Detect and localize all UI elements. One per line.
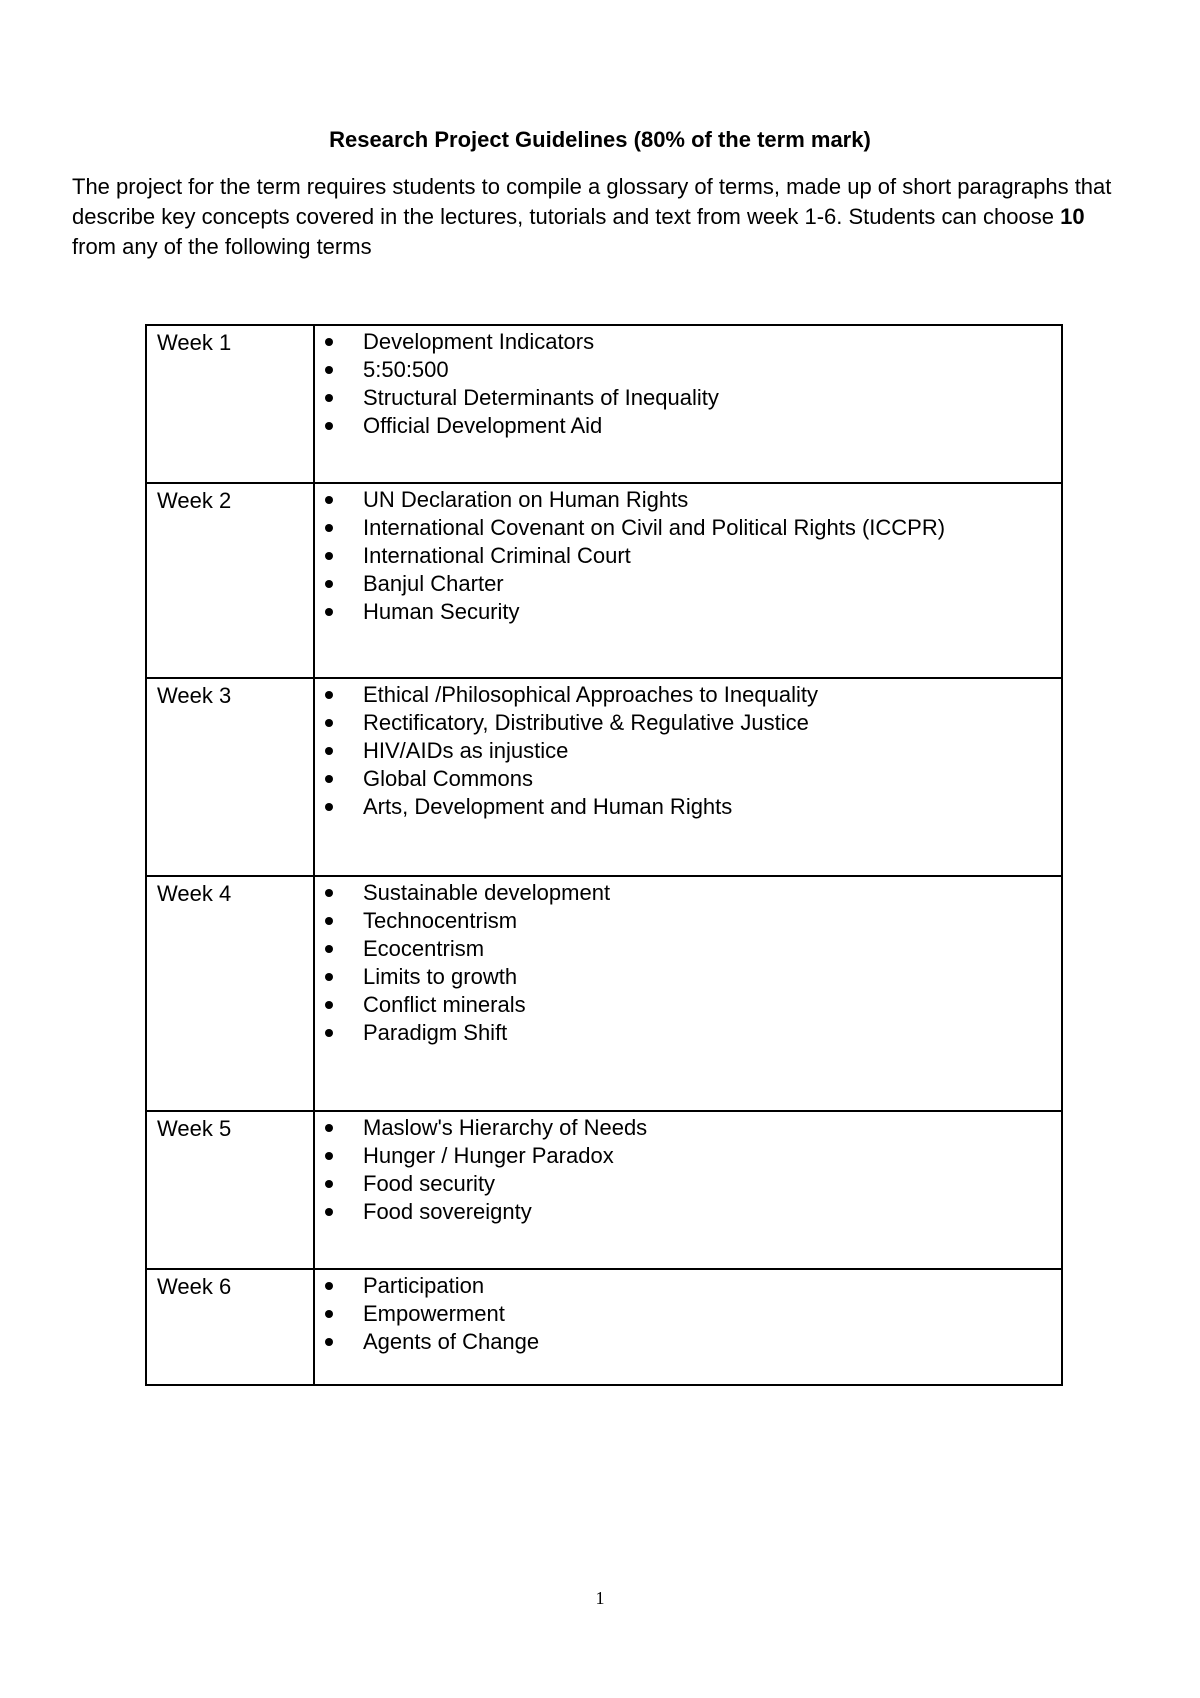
- bullet-icon: [325, 366, 333, 374]
- list-item: Arts, Development and Human Rights: [323, 793, 1061, 821]
- table-row-week-1: [146, 325, 1062, 483]
- table-row-week-3: [146, 678, 1062, 876]
- intro-text-end: from any of the following terms: [72, 234, 372, 259]
- bullet-icon: [325, 747, 333, 755]
- terms-cell: [314, 876, 1062, 1111]
- intro-count: 10: [1060, 204, 1085, 229]
- list-item: Hunger / Hunger Paradox: [323, 1142, 1061, 1170]
- bullet-icon: [325, 803, 333, 811]
- term-list: [315, 681, 1061, 821]
- bullet-icon: [325, 608, 333, 616]
- list-item: Food security: [323, 1170, 1061, 1198]
- list-item: Paradigm Shift: [323, 1019, 1061, 1047]
- terms-cell: [314, 678, 1062, 876]
- bullet-icon: [325, 917, 333, 925]
- week-label: Week 2: [146, 483, 314, 678]
- bullet-icon: [325, 1029, 333, 1037]
- list-item: HIV/AIDs as injustice: [323, 737, 1061, 765]
- bullet-icon: [325, 496, 333, 504]
- bullet-icon: [325, 394, 333, 402]
- list-item: Technocentrism: [323, 907, 1061, 935]
- list-item: Structural Determinants of Inequality: [323, 384, 1061, 412]
- intro-text-start: The project for the term requires students to compile a glossary of terms, made up of short paragraphs that describe key concepts covered in the lectures, tutorials and text from week 1-6. Students can choose: [72, 174, 1112, 229]
- week-label: Week 5: [146, 1111, 314, 1269]
- bullet-icon: [325, 1152, 333, 1160]
- list-item: Agents of Change: [323, 1328, 1061, 1356]
- bullet-icon: [325, 1124, 333, 1132]
- list-item: Food sovereignty: [323, 1198, 1061, 1226]
- list-item: Rectificatory, Distributive & Regulative Justice: [323, 709, 1061, 737]
- intro-paragraph: [72, 172, 1132, 262]
- bullet-icon: [325, 524, 333, 532]
- terms-cell: [314, 1269, 1062, 1385]
- bullet-icon: [325, 945, 333, 953]
- list-item: International Criminal Court: [323, 542, 1061, 570]
- terms-cell: [314, 1111, 1062, 1269]
- list-item: Global Commons: [323, 765, 1061, 793]
- bullet-icon: [325, 1208, 333, 1216]
- term-list: [315, 879, 1061, 1047]
- terms-cell: [314, 325, 1062, 483]
- list-item: Empowerment: [323, 1300, 1061, 1328]
- list-item: Ecocentrism: [323, 935, 1061, 963]
- page-title: Research Project Guidelines (80% of the term mark): [329, 127, 871, 152]
- term-list: [315, 1114, 1061, 1226]
- bullet-icon: [325, 775, 333, 783]
- bullet-icon: [325, 1180, 333, 1188]
- table-row-week-2: [146, 483, 1062, 678]
- bullet-icon: [325, 691, 333, 699]
- week-label: Week 4: [146, 876, 314, 1111]
- week-label: Week 3: [146, 678, 314, 876]
- page-number: 1: [595, 1588, 605, 1608]
- terms-cell: [314, 483, 1062, 678]
- list-item: Human Security: [323, 598, 1061, 626]
- list-item: International Covenant on Civil and Political Rights (ICCPR): [323, 514, 1061, 542]
- term-list: [315, 1272, 1061, 1356]
- bullet-icon: [325, 580, 333, 588]
- table-row-week-4: [146, 876, 1062, 1111]
- list-item: Official Development Aid: [323, 412, 1061, 440]
- list-item: Maslow's Hierarchy of Needs: [323, 1114, 1061, 1142]
- list-item: 5:50:500: [323, 356, 1061, 384]
- list-item: Participation: [323, 1272, 1061, 1300]
- list-item: Conflict minerals: [323, 991, 1061, 1019]
- term-list: [315, 328, 1061, 440]
- bullet-icon: [325, 889, 333, 897]
- bullet-icon: [325, 1282, 333, 1290]
- list-item: UN Declaration on Human Rights: [323, 486, 1061, 514]
- list-item: Sustainable development: [323, 879, 1061, 907]
- bullet-icon: [325, 552, 333, 560]
- bullet-icon: [325, 973, 333, 981]
- table-row-week-5: [146, 1111, 1062, 1269]
- bullet-icon: [325, 338, 333, 346]
- list-item: Ethical /Philosophical Approaches to Inequality: [323, 681, 1061, 709]
- bullet-icon: [325, 1338, 333, 1346]
- list-item: Limits to growth: [323, 963, 1061, 991]
- bullet-icon: [325, 1310, 333, 1318]
- list-item: Development Indicators: [323, 328, 1061, 356]
- bullet-icon: [325, 719, 333, 727]
- bullet-icon: [325, 422, 333, 430]
- list-item: Banjul Charter: [323, 570, 1061, 598]
- terms-table: [145, 324, 1063, 1386]
- term-list: [315, 486, 1061, 626]
- week-label: Week 6: [146, 1269, 314, 1385]
- table-row-week-6: [146, 1269, 1062, 1385]
- bullet-icon: [325, 1001, 333, 1009]
- week-label: Week 1: [146, 325, 314, 483]
